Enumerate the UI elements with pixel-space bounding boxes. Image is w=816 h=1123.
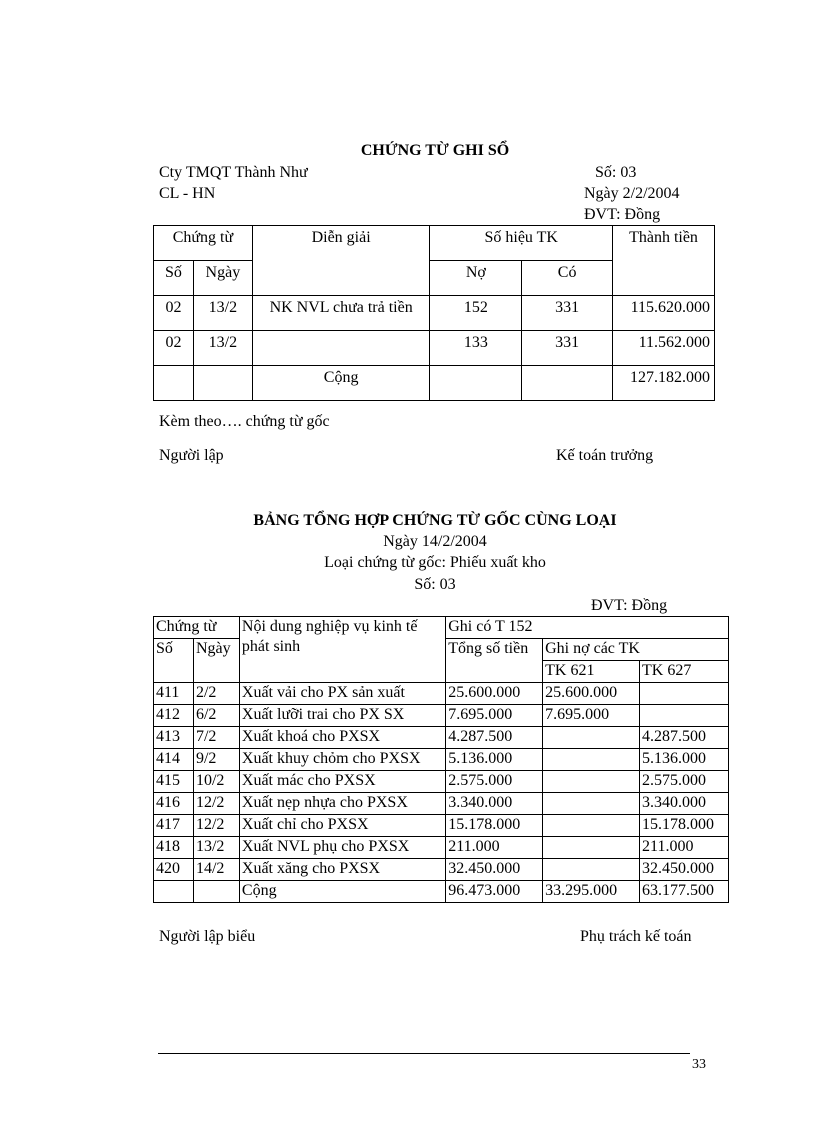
doc2-header-credit: Ghi có T 152 xyxy=(446,617,729,639)
doc1-chief-accountant: Kế toán trưởng xyxy=(556,447,654,464)
doc1-header-credit: Có xyxy=(522,261,613,296)
cell-total: 4.287.500 xyxy=(446,727,543,749)
footer-divider xyxy=(158,1053,690,1054)
cell-date: 14/2 xyxy=(193,859,239,881)
cell-date: 13/2 xyxy=(193,296,252,331)
cell-tk621 xyxy=(543,859,640,881)
doc2-header-tk621: TK 621 xyxy=(543,661,640,683)
page-number: 33 xyxy=(692,1057,706,1072)
doc1-branch: CL - HN xyxy=(159,185,216,202)
cell-content: Xuất NVL phụ cho PXSX xyxy=(239,837,445,859)
doc2-total-sum: 96.473.000 xyxy=(446,881,543,903)
doc2-total-621: 33.295.000 xyxy=(543,881,640,903)
total-row xyxy=(154,366,715,401)
doc1-header-voucher: Chứng từ xyxy=(154,226,253,261)
cell-debit: 133 xyxy=(430,331,522,366)
cell-tk627: 211.000 xyxy=(640,837,729,859)
doc2-header-content: Nội dung nghiệp vụ kinh tế phát sinh xyxy=(239,617,445,683)
table-row xyxy=(154,749,729,771)
cell-tk621 xyxy=(543,837,640,859)
cell-date: 10/2 xyxy=(193,771,239,793)
doc2-header-voucher: Chứng từ xyxy=(154,617,240,639)
cell-tk621 xyxy=(543,749,640,771)
doc1-number: Số: 03 xyxy=(595,164,637,181)
cell-total: 2.575.000 xyxy=(446,771,543,793)
cell-date: 6/2 xyxy=(193,705,239,727)
doc2-type: Loại chứng từ gốc: Phiếu xuất kho xyxy=(324,554,546,571)
doc2-header-debit: Ghi nợ các TK xyxy=(543,639,729,661)
cell-tk621 xyxy=(543,815,640,837)
cell-content: Xuất xăng cho PXSX xyxy=(239,859,445,881)
cell-date: 13/2 xyxy=(193,837,239,859)
cell-amount: 115.620.000 xyxy=(613,296,715,331)
cell-content: Xuất khoá cho PXSX xyxy=(239,727,445,749)
doc2-number: Số: 03 xyxy=(414,576,456,593)
cell-tk621: 7.695.000 xyxy=(543,705,640,727)
cell-tk627: 2.575.000 xyxy=(640,771,729,793)
cell-no: 412 xyxy=(154,705,194,727)
cell-no: 417 xyxy=(154,815,194,837)
doc2-in-charge: Phụ trách kế toán xyxy=(580,928,692,945)
cell-desc xyxy=(252,331,430,366)
table-row xyxy=(154,815,729,837)
doc1-title: CHỨNG TỪ GHI SỔ xyxy=(360,142,510,159)
cell-tk621 xyxy=(543,727,640,749)
doc1-preparer: Người lập xyxy=(159,447,224,464)
table-row xyxy=(154,859,729,881)
cell-content: Xuất mác cho PXSX xyxy=(239,771,445,793)
cell-content: Xuất khuy chỏm cho PXSX xyxy=(239,749,445,771)
cell-content: Xuất nẹp nhựa cho PXSX xyxy=(239,793,445,815)
cell-debit: 152 xyxy=(430,296,522,331)
table-row xyxy=(154,331,715,366)
cell-content: Xuất lưỡi trai cho PX SX xyxy=(239,705,445,727)
cell-tk627 xyxy=(640,705,729,727)
doc1-header-desc: Diễn giải xyxy=(252,226,430,296)
doc1-company: Cty TMQT Thành Như xyxy=(159,164,308,181)
cell-credit: 331 xyxy=(522,331,613,366)
cell-total: 7.695.000 xyxy=(446,705,543,727)
cell-tk627: 3.340.000 xyxy=(640,793,729,815)
cell-total: 15.178.000 xyxy=(446,815,543,837)
cell-no: 416 xyxy=(154,793,194,815)
doc2-header-tk627: TK 627 xyxy=(640,661,729,683)
cell-no: 420 xyxy=(154,859,194,881)
cell-no: 411 xyxy=(154,683,194,705)
doc2-unit: ĐVT: Đồng xyxy=(591,597,668,614)
cell-tk627: 15.178.000 xyxy=(640,815,729,837)
table-row xyxy=(154,771,729,793)
doc1-header-no: Số xyxy=(154,261,194,296)
doc2-total-label: Cộng xyxy=(239,881,445,903)
doc2-header-no: Số xyxy=(154,639,194,683)
cell-total: 3.340.000 xyxy=(446,793,543,815)
cell-total: 211.000 xyxy=(446,837,543,859)
doc1-header-account: Số hiệu TK xyxy=(430,226,613,261)
cell-total: 5.136.000 xyxy=(446,749,543,771)
cell-no: 02 xyxy=(154,296,194,331)
table-row xyxy=(154,727,729,749)
cell-no: 414 xyxy=(154,749,194,771)
doc1-header-date: Ngày xyxy=(193,261,252,296)
cell-date: 12/2 xyxy=(193,815,239,837)
doc1-header-amount: Thành tiền xyxy=(613,226,715,296)
cell-total: 25.600.000 xyxy=(446,683,543,705)
cell-tk621 xyxy=(543,793,640,815)
cell-content: Xuất chỉ cho PXSX xyxy=(239,815,445,837)
doc2-header-date: Ngày xyxy=(193,639,239,683)
doc2-preparer: Người lập biểu xyxy=(159,928,256,945)
doc2-date: Ngày 14/2/2004 xyxy=(383,533,487,550)
doc1-unit: ĐVT: Đồng xyxy=(584,206,661,223)
doc1-total-amount: 127.182.000 xyxy=(613,366,715,401)
cell-tk627: 4.287.500 xyxy=(640,727,729,749)
doc1-attached: Kèm theo…. chứng từ gốc xyxy=(159,413,330,430)
doc1-total-label: Cộng xyxy=(252,366,430,401)
cell-date: 9/2 xyxy=(193,749,239,771)
table-row xyxy=(154,683,729,705)
doc1-table xyxy=(153,225,715,401)
doc2-header-total: Tổng số tiền xyxy=(446,639,543,683)
cell-amount: 11.562.000 xyxy=(613,331,715,366)
table-row xyxy=(154,705,729,727)
cell-no: 418 xyxy=(154,837,194,859)
cell-date: 2/2 xyxy=(193,683,239,705)
cell-date: 12/2 xyxy=(193,793,239,815)
cell-tk621 xyxy=(543,771,640,793)
cell-date: 7/2 xyxy=(193,727,239,749)
doc1-date: Ngày 2/2/2004 xyxy=(584,185,680,202)
cell-credit: 331 xyxy=(522,296,613,331)
cell-no: 413 xyxy=(154,727,194,749)
cell-no: 415 xyxy=(154,771,194,793)
cell-tk627: 5.136.000 xyxy=(640,749,729,771)
table-row xyxy=(154,793,729,815)
table-row xyxy=(154,837,729,859)
doc2-total-627: 63.177.500 xyxy=(640,881,729,903)
cell-tk627 xyxy=(640,683,729,705)
table-row xyxy=(154,296,715,331)
cell-no: 02 xyxy=(154,331,194,366)
cell-content: Xuất vải cho PX sản xuất xyxy=(239,683,445,705)
cell-date: 13/2 xyxy=(193,331,252,366)
cell-tk627: 32.450.000 xyxy=(640,859,729,881)
cell-tk621: 25.600.000 xyxy=(543,683,640,705)
doc2-title: BẢNG TỔNG HỢP CHỨNG TỪ GỐC CÙNG LOẠI xyxy=(253,512,617,529)
cell-total: 32.450.000 xyxy=(446,859,543,881)
cell-desc: NK NVL chưa trả tiền xyxy=(252,296,430,331)
doc1-header-debit: Nợ xyxy=(430,261,522,296)
total-row xyxy=(154,881,729,903)
doc2-table xyxy=(153,616,729,903)
